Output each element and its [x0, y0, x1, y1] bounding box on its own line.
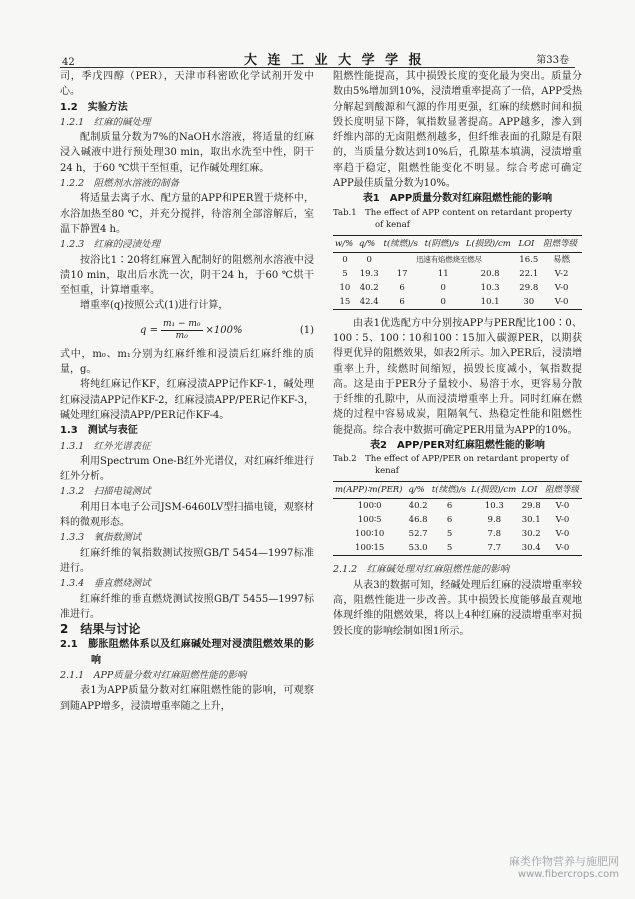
table-cell: V-2	[554, 268, 569, 279]
para-loi-test: 红麻纤维的氧指数测试按照GB/T 5454—1997标准进行。	[60, 547, 314, 574]
table-cell: 5	[446, 529, 453, 540]
table-cell: 10.1	[464, 295, 517, 310]
table-cell: 17	[396, 268, 408, 279]
para-weight-gain: 增重率(q)按照公式(1)进行计算，	[80, 300, 229, 312]
table2-header: 阻燃等级	[543, 482, 582, 499]
formula-numerator: m₁ − m₀	[162, 318, 201, 329]
table1-header-row	[333, 235, 582, 252]
table-cell: V-0	[541, 295, 582, 310]
para-sem: 利用日本电子公司JSM-6460LV型扫描电镜，观察材料的微观形态。	[60, 501, 314, 529]
table-cell: 29.8	[519, 282, 539, 293]
table-row	[333, 513, 582, 527]
table-row	[333, 295, 582, 310]
table-cell: 40.2	[359, 282, 379, 293]
para-alkali-discussion: 从表3的数据可知，经碱处理后红麻的浸渍增重率较高，阻燃性能进一步改善。其中损毁长度能够最直观地体现纤维的阻燃效果，将以上4种红麻的浸渍增重率对损毁长度的影响绘制如图1所示。	[333, 579, 582, 637]
table1-header: t(阴燃)/s	[423, 235, 464, 252]
journal-title: 大 连 工 业 大 学 学 报	[244, 53, 425, 68]
para-vertical-burn: 红麻纤维的垂直燃烧测试按照GB/T 5455—1997标准进行。	[60, 593, 314, 620]
table1-caption: 表1 APP质量分数对红麻阻燃性能的影响	[362, 193, 553, 205]
table2-caption-en: Tab.2 The effect of APP/PER on retardant property of kenaf	[333, 454, 569, 477]
para-app-discussion: 阻燃性能提高，其中损毁长度的变化最为突出。质量分数由5%增加到10%，浸渍增重率提高了一倍，APP受热分解起到酸源和气源的作用更强，红麻的续燃时间和损毁长度明显下降，氧指数显著提高。APP越多，渗入到纤维内部的无卤阻燃剂越多，但纤维表面的孔隙是有限的，当质量分数达到10%后，孔隙基本填满，浸渍增重率趋于稳定，阻燃性能变化不明显。综合考虑可确定APP最佳质量分数为10%。	[333, 71, 582, 190]
table-cell: 7.8	[487, 529, 502, 540]
section-1-3: 1.3 测试与表征	[60, 425, 138, 437]
table-cell: 53.0	[406, 541, 430, 556]
section-1-2-3: 1.2.3 红麻的浸渍处理	[60, 239, 161, 251]
table-cell: 7.7	[469, 541, 519, 556]
table-cell: 6	[446, 501, 453, 512]
table-cell: 0	[440, 282, 446, 293]
table-cell: V-0	[555, 501, 570, 512]
table-cell: 易燃	[553, 254, 571, 265]
section-1-3-1: 1.3.1 红外光谱表征	[60, 440, 151, 452]
table-cell: 100∶10	[355, 529, 385, 540]
table-cell: 42.4	[357, 295, 382, 310]
table2-header: LOI	[519, 482, 543, 499]
para-impregnation: 按浴比1∶20将红麻置入配制好的阻燃剂水溶液中浸渍10 min，取出后水洗一次，阴干24 h，于60 ℃烘干至恒重，计算增重率。	[60, 254, 314, 297]
right-column	[333, 69, 582, 639]
section-2-1: 2.1 膨胀阻燃体系以及红麻碱处理对浸渍阻燃效果的影响	[60, 639, 314, 666]
table-row	[333, 267, 582, 281]
table-row	[333, 499, 582, 514]
section-1-2: 1.2 实验方法	[60, 101, 128, 113]
header-rule	[60, 67, 575, 68]
table-cell: 0	[366, 254, 372, 265]
table-cell: 29.8	[521, 501, 541, 512]
volume-label: 第33卷	[536, 55, 569, 66]
table-cell: 6	[399, 282, 405, 293]
table2-header: L(损毁)/cm	[469, 482, 519, 499]
table1-header: L(损毁)/cm	[464, 235, 517, 252]
table-cell: V-0	[555, 515, 570, 526]
section-1-3-3: 1.3.3 氧指数测试	[60, 532, 142, 544]
para-alkali: 配制质量分数为7%的NaOH水溶液，将适量的红麻浸入碱液中进行预处理30 min，取出水洗至中性，阴干24 h，于60 ℃烘干至恒重，记作碱处理红麻。	[60, 132, 314, 174]
table-cell: 100∶5	[357, 515, 382, 526]
formula-tag: (1)	[299, 324, 314, 336]
table1-header: w/%	[333, 235, 357, 252]
table-cell: 19.3	[359, 268, 379, 279]
table1	[333, 235, 582, 310]
formula-fraction	[161, 319, 203, 342]
para-variables: 式中，m₀、m₁分别为红麻纤维和浸渍后红麻纤维的质量，g。	[60, 348, 314, 376]
table-cell: 10	[339, 282, 351, 293]
table2	[333, 481, 582, 556]
para-per-discussion: 由表1优选配方中分别按APP与PER配比100∶0、100∶5、100∶10和100∶15加入碳源PER，以期获得更优异的阻燃效果，如表2所示。加入PER后，浸渍增重率上升，续燃时间缩短，损毁长度减小，氧指数提高。这是由于PER分子量较小、易溶于水，更容易分散于纤维的孔隙中，从而浸渍增重率上升。同时红麻在燃烧的过程中容易成炭，阻隔氧气、热稳定性能和阻燃性能提高。综合表中数据可确定PER用量为APP的10%。	[333, 317, 582, 436]
table-cell: V-0	[554, 282, 569, 293]
table-cell: 16.5	[519, 254, 539, 265]
table-cell: 100∶15	[333, 541, 406, 556]
left-column	[60, 69, 314, 714]
table-cell: 10.3	[480, 282, 500, 293]
para-sample-names: 将纯红麻记作KF，红麻浸渍APP记作KF-1，碱处理红麻浸渍APP记作KF-2，红麻浸渍APP/PER记作KF-3，碱处理红麻浸渍APP/PER记作KF-4。	[60, 379, 314, 421]
table-cell: 52.7	[408, 529, 428, 540]
table-cell: 30	[516, 295, 541, 310]
table-cell: 迅速有焰燃烧至燃尽	[416, 254, 482, 264]
table2-header-row	[333, 482, 582, 499]
table-cell: 30.2	[521, 529, 541, 540]
table-cell: 5	[342, 268, 348, 279]
section-1-2-2: 1.2.2 阻燃剂水溶液的制备	[60, 178, 180, 190]
section-2-1-2: 2.1.2 红麻碱处理对红麻阻燃性能的影响	[333, 564, 510, 576]
table1-header: 阻燃等级	[541, 235, 582, 252]
table-cell: V-0	[555, 529, 570, 540]
watermark-url: www.fibercrops.com	[517, 869, 619, 880]
table-row	[333, 281, 582, 295]
table2-header: t(续燃)/s	[430, 482, 469, 499]
table-cell: 10.3	[484, 501, 504, 512]
table-cell: 11	[437, 268, 449, 279]
section-1-2-1: 1.2.1 红麻的碱处理	[60, 116, 151, 128]
section-1-3-4: 1.3.4 垂直燃烧测试	[60, 578, 151, 590]
formula-1	[60, 319, 314, 342]
table-cell: 6	[382, 295, 423, 310]
table1-header: q/%	[357, 235, 382, 252]
watermark-site-name: 麻类作物营养与施肥网	[509, 855, 619, 868]
table-cell: 20.8	[480, 268, 500, 279]
table1-header: t(续燃)/s	[382, 235, 423, 252]
section-2: 2 结果与讨论	[60, 622, 141, 637]
table1-caption-en: Tab.1 The effect of APP content on retardant property of kenaf	[333, 207, 573, 230]
table-cell: 22.1	[519, 268, 539, 279]
materials-intro: 司，季戊四醇（PER），天津市科密欧化学试剂开发中心。	[60, 71, 314, 98]
para-ir: 利用Spectrum One-B红外光谱仪，对红麻纤维进行红外分析。	[60, 455, 314, 483]
table-cell: V-0	[543, 541, 582, 556]
table-cell: 6	[446, 515, 453, 526]
formula-rhs: ×100%	[205, 324, 243, 336]
table-cell: 9.8	[487, 515, 502, 526]
formula-lhs: q =	[140, 324, 158, 336]
table2-header: q/%	[406, 482, 430, 499]
table-cell: 46.8	[408, 515, 428, 526]
table-cell: 0	[423, 295, 464, 310]
section-1-3-2: 1.3.2 扫描电镜测试	[60, 486, 151, 498]
para-solution: 将适量去离子水、配方量的APP和PER置于烧杯中，水浴加热至80 ℃，并充分搅拌，待溶剂全部溶解后，室温下静置4 h。	[60, 193, 314, 235]
table-cell: 100∶0	[357, 501, 382, 512]
page-number: 42	[62, 57, 75, 68]
section-2-1-1: 2.1.1 APP质量分数对红麻阻燃性能的影响	[60, 669, 247, 681]
table-row	[333, 252, 582, 267]
table-row	[333, 541, 582, 556]
table2-header: m(APP)∶m(PER)	[333, 482, 406, 499]
table-cell: 5	[430, 541, 469, 556]
table-cell: 15	[333, 295, 357, 310]
formula-denominator: m₀	[175, 330, 188, 341]
table-cell: 40.2	[408, 501, 428, 512]
para-table1-intro: 表1为APP质量分数对红麻阻燃性能的影响，可观察到随APP增多，浸渍增重率随之上升，	[60, 685, 314, 712]
table-cell: 30.1	[521, 515, 541, 526]
table-cell: 30.4	[519, 541, 543, 556]
table2-caption: 表2 APP/PER对红麻阻燃性能的影响	[370, 440, 545, 452]
watermark	[509, 855, 619, 881]
table-row	[333, 527, 582, 541]
table1-header: LOI	[516, 235, 541, 252]
table-cell: 0	[342, 254, 348, 265]
